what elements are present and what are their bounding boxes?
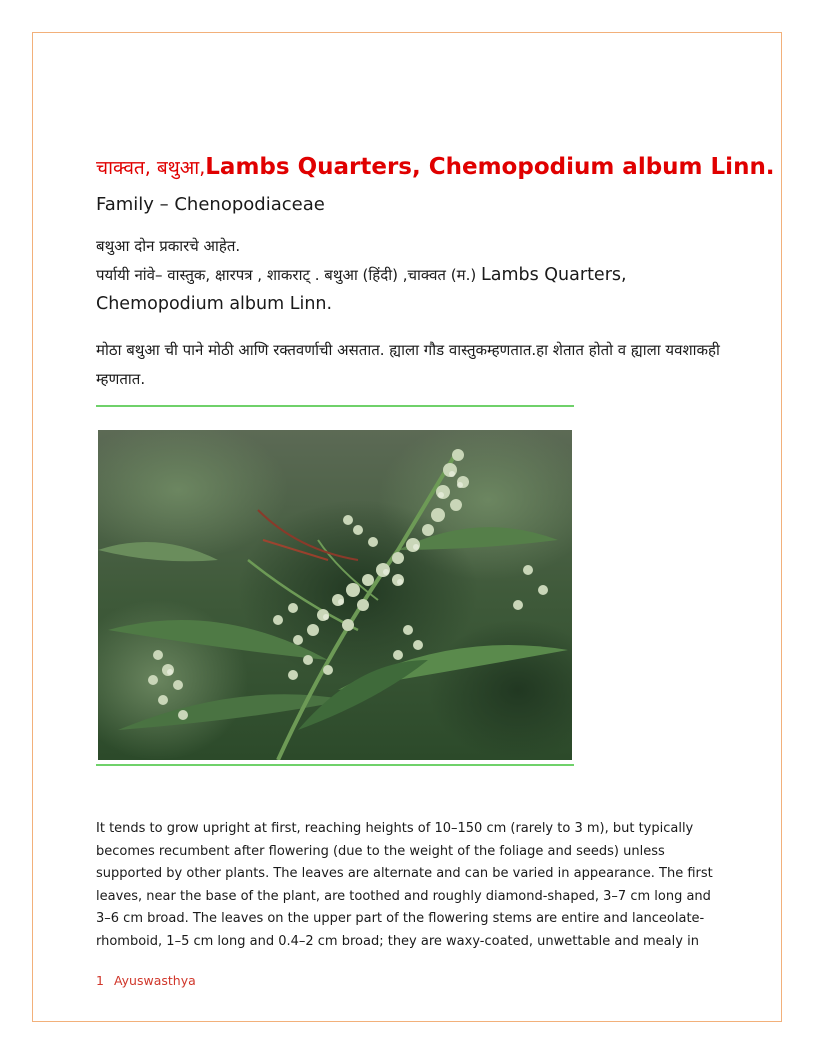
page-number: 1 [96,973,104,988]
description-paragraph: It tends to grow upright at first, reaching heights of 10–150 cm (rarely to 3 m), but typically becomes recumbent after flowering (due to the weight of the foliage and seeds) unless supported by other plants. The leaves are alternate and can be varied in appearance. The first leaves, near the base of the plant, are toothed and roughly diamond-shaped, 3–7 cm long and 3–6 cm broad. The leaves on the upper part of the flowering stems are entire and lanceolate-rhomboid, 1–5 cm long and 0.4–2 cm broad; they are waxy-coated, unwettable and mealy in [96,821,713,949]
title-devanagari: चाक्वत, बथुआ, [96,157,206,179]
synonyms-devanagari: पर्यायी नांवे– वास्तुक, क्षारपत्र , शाकराट् . बथुआ (हिंदी) ,चाक्वत (म.) [96,266,481,284]
page-title [96,154,776,180]
title-latin: Lambs Quarters, Chemopodium album Linn. [205,154,775,180]
page-footer [96,973,196,988]
synonyms-paragraph [96,261,696,319]
divider-bottom [96,764,574,766]
types-paragraph: बथुआ दोन प्रकारचे आहेत. [96,237,241,255]
synonyms-latin: Lambs Quarters, Chemopodium album Linn. [96,265,627,314]
divider-top [96,405,574,407]
family-subtitle: Family – Chenopodiaceae [96,194,325,215]
footer-site-name: Ayuswasthya [113,973,196,988]
large-variety-paragraph: मोठा बथुआ ची पाने मोठी आणि रक्तवर्णाची असतात. ह्याला गौड वास्तुकम्हणतात.हा शेतात होतो व ह्याला यवशाकही म्हणतात. [96,341,720,388]
plant-photo [98,430,572,760]
